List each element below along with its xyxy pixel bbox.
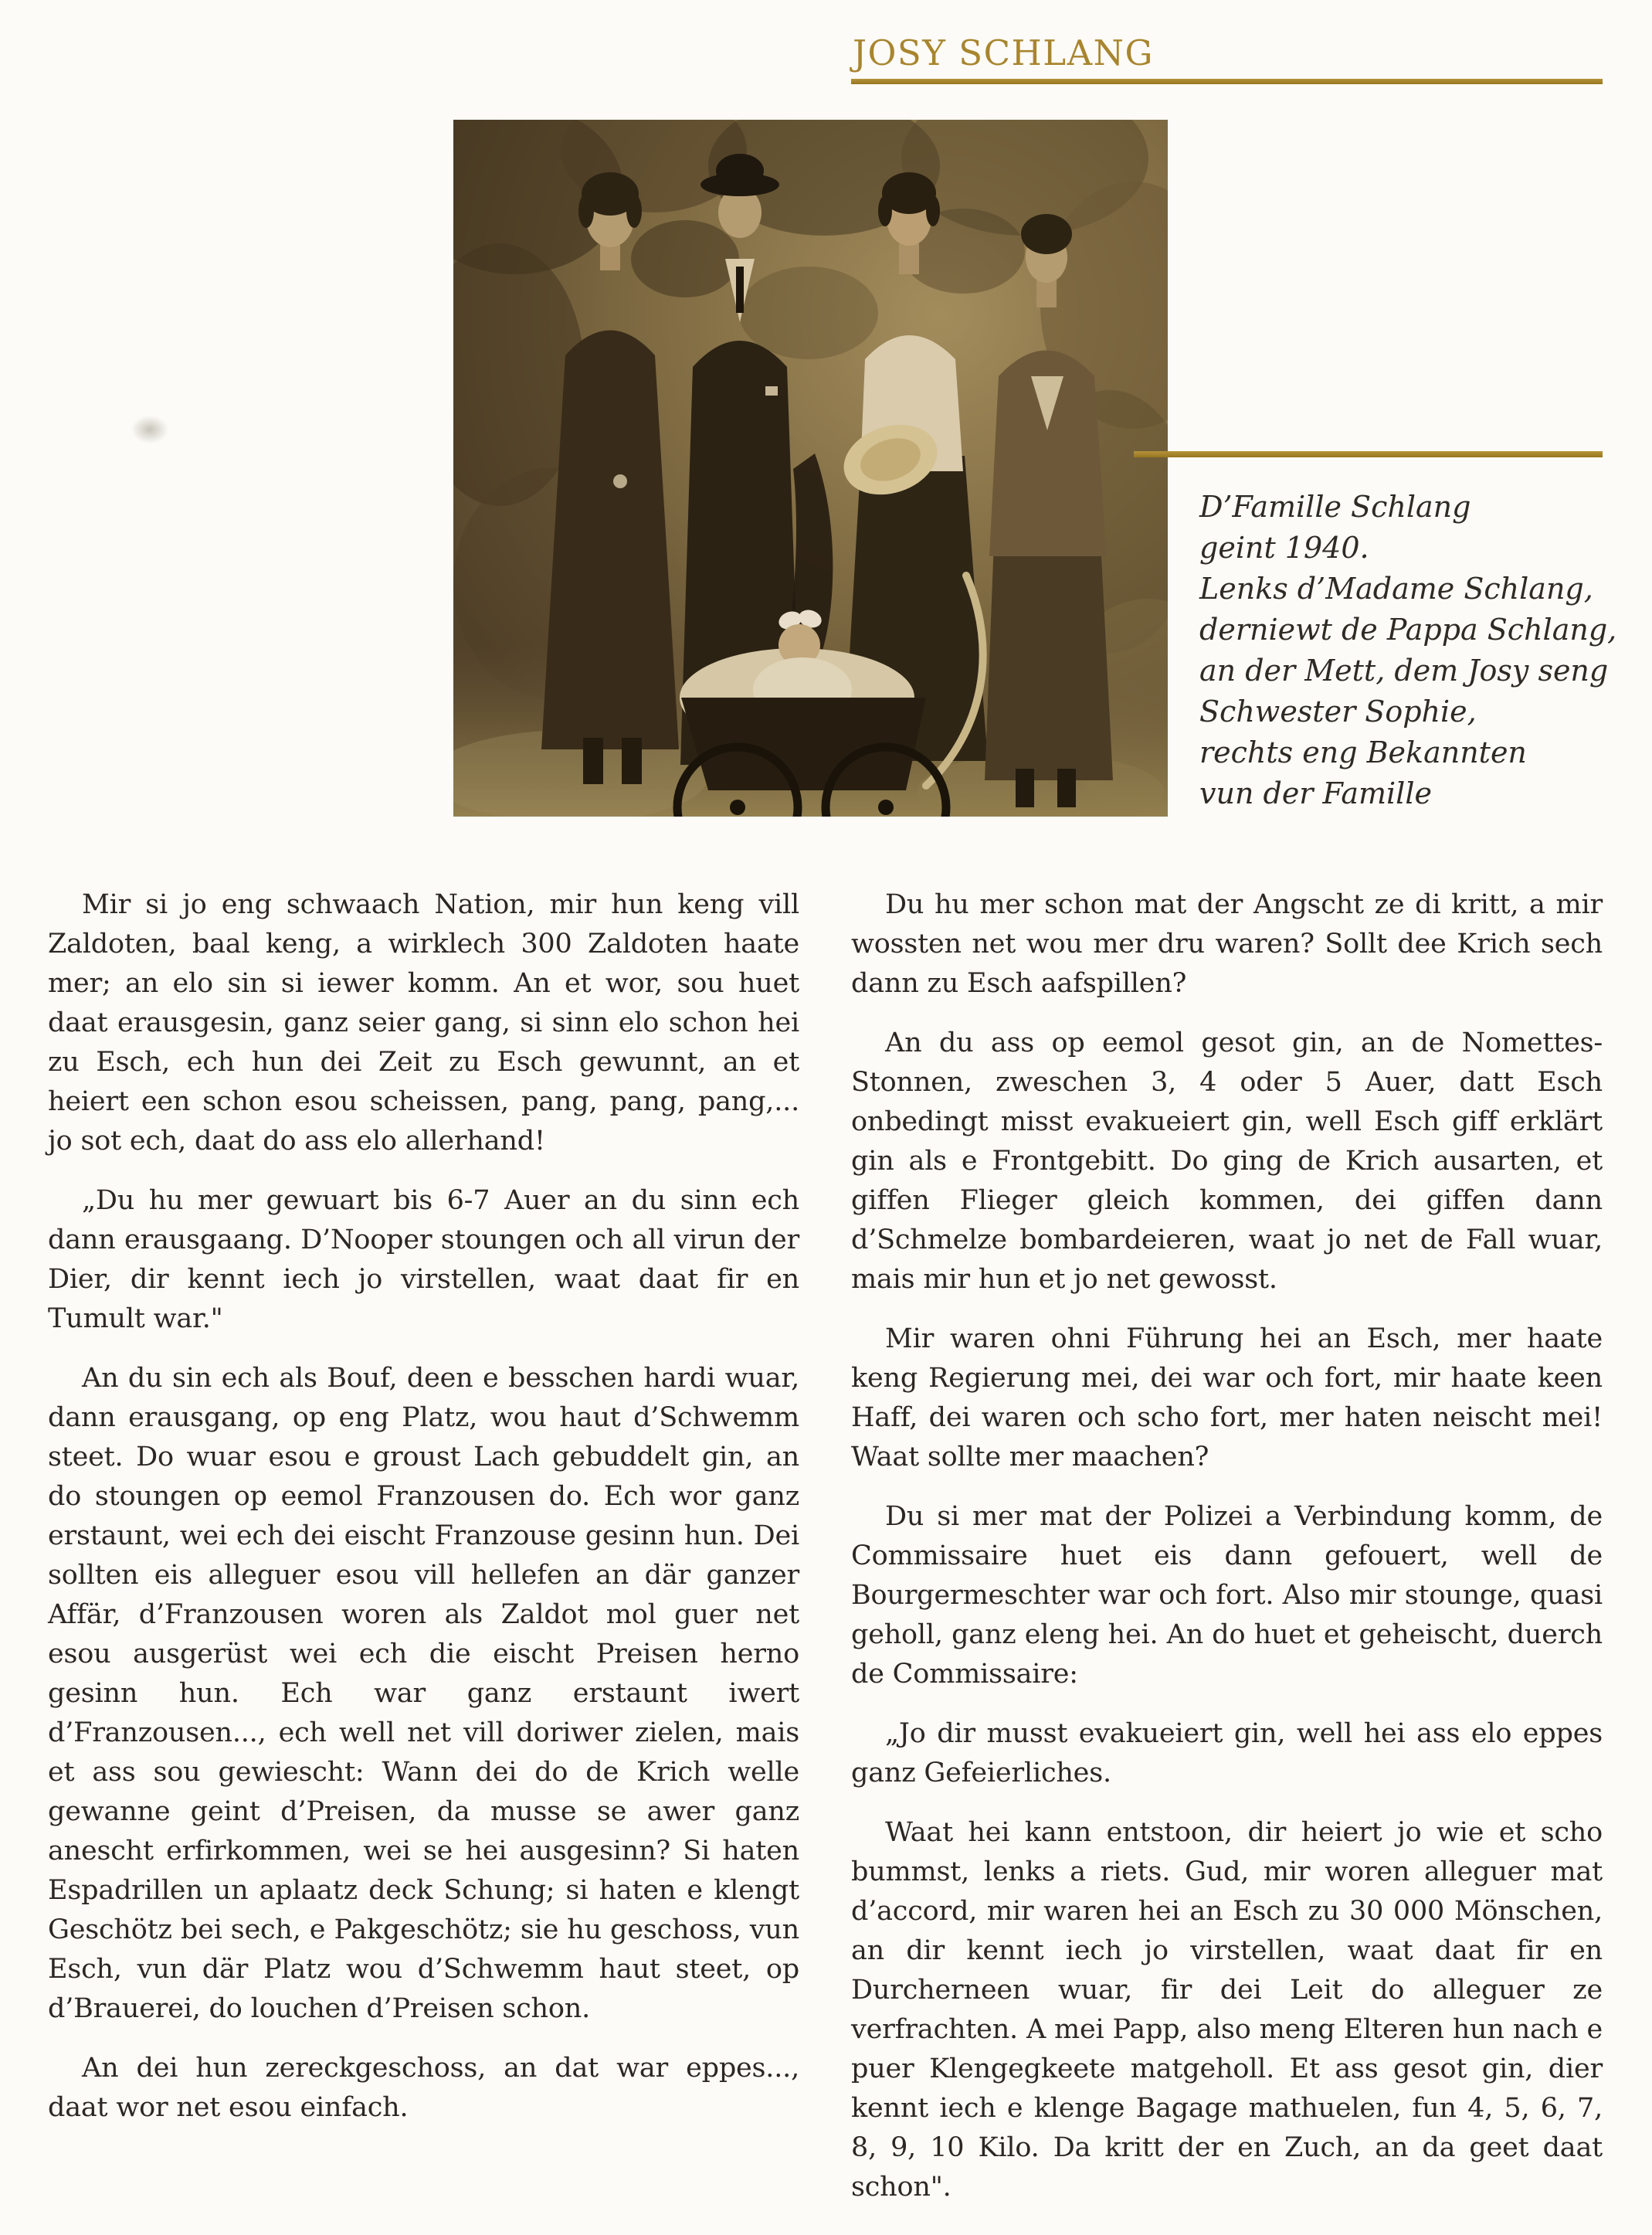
paragraph: Mir waren ohni Führung hei an Esch, mer haate keng Regierung mei, dei war och fort, mir haate keen Haff, dei waren och scho fort, mer haten neischt mei! Waat sollte mer maachen?: [851, 1323, 1603, 1472]
photo-caption: [1199, 487, 1617, 814]
caption-line: D’Famille Schlang: [1199, 490, 1471, 524]
page-title: JOSY SCHLANG: [853, 32, 1154, 73]
left-text-column: [48, 885, 799, 2148]
paragraph: Du hu mer schon mat der Angscht ze di kritt, a mir wossten net wou mer dru waren? Sollt dee Krich sech dann zu Esch aafspillen?: [851, 889, 1603, 999]
caption-accent-rule: [1134, 451, 1603, 457]
paragraph: An du sin ech als Bouf, deen e besschen hardi wuar, dann erausgang, op eng Platz, wou haut d’Schwemm steet. Do wuar esou e groust Lach gebuddelt gin, an do stoungen op eemol Franzousen do. Ech wor ganz erstaunt, wei ech dei eischt Franzouse gesinn hun. Dei sollten eis alleguer esou vill hellefen an där ganzer Affär, d’Franzousen woren als Zaldot mol guer net esou ausgerüst wei ech die eischt Preisen herno gesinn hun. Ech war ganz erstaunt iwert d’Franzousen..., ech well net vill doriwer zielen, mais et ass sou gewiescht: Wann dei do de Krich welle gewanne geint d’Preisen, da musse se awer ganz anescht erfirkommen, wei se hei ausgesinn? Si haten Espadrillen un aplaatz deck Schung; si haten e klengt Geschötz bei sech, e Pakgeschötz; sie hu geschoss, vun Esch, vun där Platz wou d’Schwemm haut steet, op d’Brauerei, do louchen d’Preisen schon.: [48, 1363, 799, 2024]
paragraph: Mir si jo eng schwaach Nation, mir hun keng vill Zaldoten, baal keng, a wirklech 300 Zaldoten haate mer; an elo sin si iewer komm. An et wor, sou huet daat erausgesin, ganz seier gang, si sinn elo schon hei zu Esch, ech hun dei Zeit zu Esch gewunnt, an et heiert een schon esou scheissen, pang, pang, pang,... jo sot ech, daat do ass elo allerhand!: [48, 889, 799, 1157]
family-photo-illustration: [453, 120, 1168, 817]
caption-line: an der Mett, dem Josy seng: [1199, 654, 1609, 688]
paragraph: An dei hun zereckgeschoss, an dat war eppes..., daat wor net esou einfach.: [48, 2053, 799, 2123]
caption-line: vun der Famille: [1199, 776, 1432, 810]
caption-line: geint 1940.: [1199, 531, 1369, 565]
caption-line: derniewt de Pappa Schlang,: [1199, 613, 1617, 647]
paragraph: An du ass op eemol gesot gin, an de Nomettes-Stonnen, zweschen 3, 4 oder 5 Auer, datt Esch onbedingt misst evakueiert gin, well Esch giff erklärt gin als e Frontgebitt. Do ging de Krich ausarten, et giffen Flieger gleich kommen, dei giffen dann d’Schmelze bombardeieren, waat jo net de Fall wuar, mais mir hun et jo net gewosst.: [851, 1027, 1603, 1295]
paragraph: Waat hei kann entstoon, dir heiert jo wie et scho bummst, lenks a riets. Gud, mir woren alleguer mat d’accord, mir waren hei an Esch zu 30 000 Mönschen, an dir kennt iech jo virstellen, waat daat fir en Durcherneen wuar, fir dei Leit do alleguer ze verfrachten. A mei Papp, also meng Elteren hun nach e puer Klengegkeete matgeholl. Et ass gesot gin, dier kennt iech e klenge Bagage mathuelen, fun 4, 5, 6, 7, 8, 9, 10 Kilo. Da kritt der en Zuch, an da geet daat schon".: [851, 1817, 1603, 2203]
paragraph: Du si mer mat der Polizei a Verbindung komm, de Commissaire huet eis dann gefouert, well de Bourgermeschter war och fort. Also mir stounge, quasi geholl, ganz eleng hei. An do huet et geheischt, duerch de Commissaire:: [851, 1501, 1603, 1690]
caption-line: rechts eng Bekannten: [1199, 735, 1527, 769]
paragraph: „Du hu mer gewuart bis 6-7 Auer an du sinn ech dann erausgaang. D’Nooper stoungen och all virun der Dier, dir kennt iech jo virstellen, waat daat fir en Tumult war.": [48, 1185, 799, 1334]
paragraph: „Jo dir musst evakueiert gin, well hei ass elo eppes ganz Gefeierliches.: [851, 1718, 1603, 1788]
caption-line: Lenks d’Madame Schlang,: [1199, 572, 1593, 606]
family-photo: [453, 120, 1168, 817]
right-text-column: [851, 885, 1603, 2227]
title-underline-rule: [851, 79, 1603, 84]
scan-smudge-artifact: [131, 416, 168, 443]
caption-line: Schwester Sophie,: [1199, 695, 1477, 729]
